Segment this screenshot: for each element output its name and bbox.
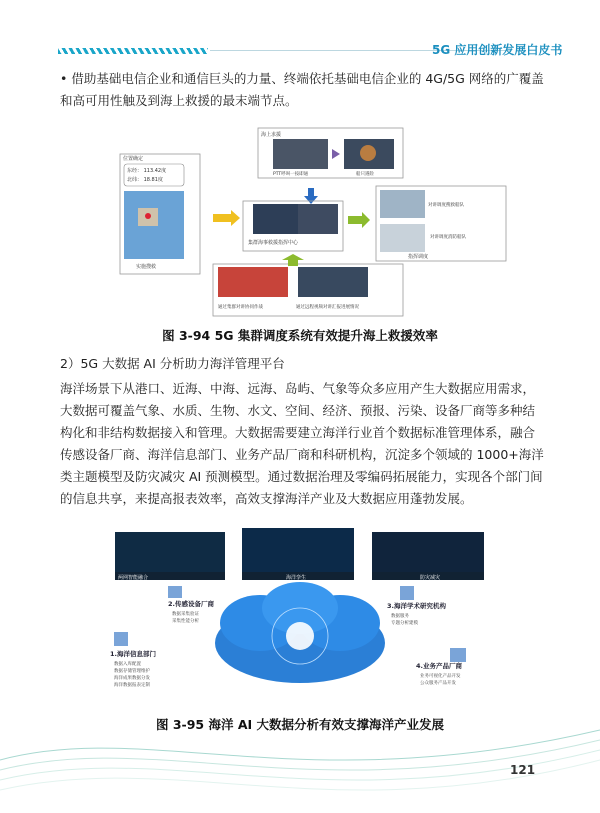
figure2-caption: 图 3-95 海洋 AI 大数据分析有效支撑海洋产业发展 — [155, 717, 444, 732]
building-icon — [400, 586, 414, 600]
fig1-label-east: 东经： 113.42度 — [127, 168, 167, 174]
fig1-label-dispatch: 指挥调度 — [408, 254, 429, 260]
figure-rescue-diagram — [118, 126, 508, 319]
fig1-label-center: 集群海事救援指挥中心 — [248, 240, 299, 246]
fig2-screen-1: 两网智能融合 — [118, 575, 149, 581]
fig2-node-1-item-2: 数据存储管理维护 — [114, 669, 150, 674]
fig1-label-north: 北纬： 18.81度 — [127, 177, 163, 183]
fig2-node-2-item-2: 采集性能分析 — [172, 619, 199, 624]
building-icon — [450, 648, 466, 662]
fig2-screen-2: 海洋孪生 — [286, 575, 307, 581]
fig2-node-2: 2.传感设备厂商 — [168, 600, 214, 608]
fig1-label-ptt: PTT呼叫一按即通 — [273, 172, 309, 177]
figure1-caption: 图 3-94 5G 集群调度系统有效提升海上救援效率 — [162, 328, 438, 343]
decorative-wave — [0, 690, 600, 813]
fig2-node-3: 3.海洋学术研究机构 — [387, 602, 446, 610]
fig1-label-collab: 通过集群对讲协同作战 — [218, 305, 263, 310]
subheading: 2）5G 大数据 AI 分析助力海洋管理平台 — [60, 356, 285, 371]
fig1-label-remote: 通过远程视频对讲汇报进展情况 — [296, 305, 359, 310]
fig2-node-3-item-2: 专题分析建模 — [391, 621, 418, 626]
fig2-node-3-item-1: 数据服务 — [391, 614, 409, 619]
fig2-node-1: 1.海洋信息部门 — [110, 650, 156, 658]
building-icon — [114, 632, 128, 646]
fig2-node-1-item-1: 数据入库配置 — [114, 662, 141, 667]
fig2-node-4-item-1: 业务可视化产品开发 — [420, 674, 461, 679]
fig2-node-4: 4.业务产品厂商 — [416, 662, 462, 670]
header-title: 5G 应用创新发展白皮书 — [432, 43, 563, 57]
fig1-label-position: 位置确定 — [123, 156, 144, 162]
fig1-label-team1: 对讲调度搜救船队 — [428, 203, 464, 208]
figure-ocean-bigdata-diagram — [110, 528, 490, 708]
fig2-screen-3: 防灾减灾 — [420, 575, 441, 581]
fig2-node-4-item-2: 公众服务产品开发 — [420, 681, 456, 686]
fig2-node-1-item-3: 海洋成果数据分发 — [114, 676, 150, 681]
fig1-label-sea-rescue: 海上求援 — [261, 132, 282, 138]
body-paragraph: 海洋场景下从港口、近海、中海、远海、岛屿、气象等众多应用产生大数据应用需求，大数据可覆盖气象、水质、生物、水文、空间、经济、预报、污染、设备厂商等多种结构化和非结构数据接入和管理。大数据需要建立海洋行业首个数据标准管理体系，融合传感设备厂商、海洋信息部门、业务产品厂商和科研机构，沉淀多个领域的 1000+海洋类主题模型及防灾减灾 AI 预测模型。通过数据治理及零编码拓展能力，实现各个部门间的信息共享，来提高报表效率，高效支撑海洋产业及大数据应用蓬勃发展。 — [60, 381, 544, 506]
fig2-node-2-item-1: 数据采集验证 — [172, 612, 199, 617]
fig1-label-team2: 对讲调度消防船队 — [430, 235, 466, 240]
bullet-paragraph: • 借助基础电信企业和通信巨头的力量、终端依托基础电信企业的 4G/5G 网络的广覆盖和高可用性触及到海上救援的最末端节点。 — [60, 71, 544, 108]
fig1-label-ship: 船只遇险 — [356, 172, 374, 177]
fig2-node-1-item-4: 海洋数据报表定制 — [114, 683, 150, 688]
page-number: 121 — [510, 763, 536, 777]
fig1-label-search: 实施搜救 — [136, 264, 157, 270]
header-stripes — [58, 48, 208, 54]
building-icon — [168, 586, 182, 598]
